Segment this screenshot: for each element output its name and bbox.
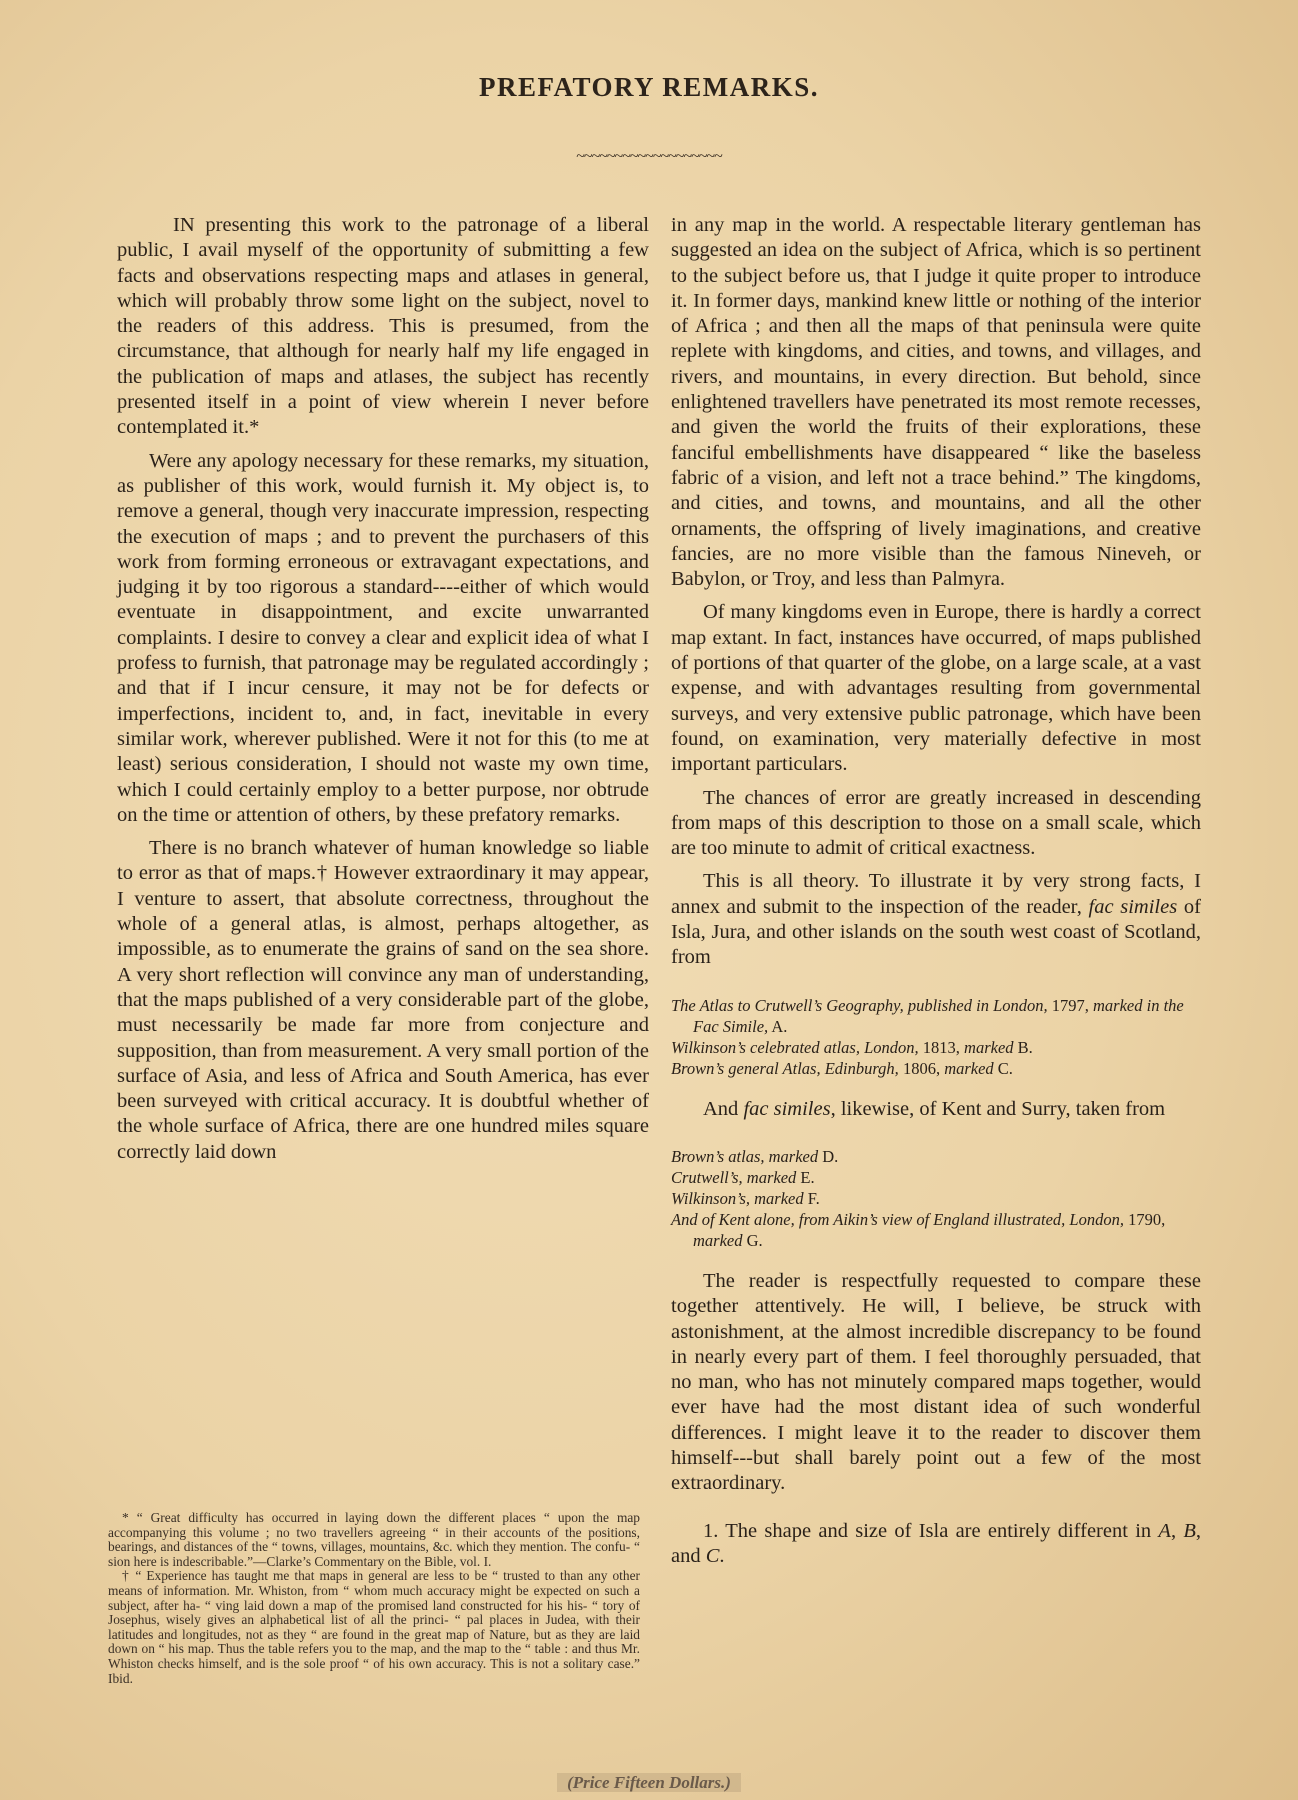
right-column [671,213,1201,1577]
list-item-title: Brown’s atlas, marked [671,1146,819,1166]
left-column [117,213,649,1173]
list-item-year: 1797, [1047,995,1093,1015]
price-text: (Price Fifteen Dollars.) [557,1773,741,1792]
isla-end: . [719,1544,725,1567]
list-item-note: marked [693,1230,743,1250]
paragraph-europe: Of many kingdoms even in Europe, there is hardly a correct map extant. In fact, instances have occurred, of maps published of portions of that quarter of the globe, on a large scale, at a vast expense, and with advantages resulting from governmental surveys, and very extensive public patronage, which have been found, on examination, very materially defective in most important particulars. [671,601,1201,776]
isla-mark-c: C [705,1544,720,1567]
isla-mark-b: B [1183,1519,1196,1542]
paragraph-compare: The reader is respectfully requested to compare these together attentively. He will, I believe, be struck with astonishment, at the almost incredible discrepancy to be found in nearly every part of them. I feel thoroughly persuaded, that no man, who has not minutely compared maps together, would ever have had the most distant idea of such wonderful differences. I might leave it to the reader to discover them himself---but shall barely point out a few of the most extraordinary. [671,1269,1201,1495]
list-item [671,1146,1201,1167]
paragraph-error: There is no branch whatever of human knowledge so liable to error as that of maps.† However extraordinary it may appear, I venture to assert, that absolute correctness, throughout the whole of a general atlas, is almost, perhaps altogether, as impossible, as to enumerate the grains of sand on the sea shore. A very short reflection will convince any man of understanding, that the maps published of a very considerable part of the globe, must necessarily be made far more from conjecture and supposition, than from measurement. A very small portion of the surface of Asia, and less of Africa and South America, has ever been surveyed with critical accuracy. It is doubtful whether of the whole surface of Africa, there are one hundred miles square correctly laid down [117,837,649,1163]
list-item-mark: C. [993,1058,1013,1078]
isla-text: 1. The shape and size of Isla are entirely different in [703,1519,1159,1542]
kent-text-before: And [703,1097,744,1120]
footnote-whiston: † “ Experience has taught me that maps in general are less to be “ trusted to than any other means of information. Mr. Whiston, from “ whom much accuracy might be expected on such a subject, after ha- “ ving laid down a map of the promised land constructed for his his- “ tory of Josephus, wisely gives an alphabetical list of all the princi- “ pal places in Judea, with their latitudes and longitudes, not as they “ are found in the great map of Nature, but as they are laid down on “ his map. Thus the table refers you to the map, and the map to the “ table : and thus Mr. Whiston checks himself, and is the sole proof “ of his own accuracy. This is not a solitary case.” Ibid. [108,1568,640,1686]
list-item-mark: B. [1013,1037,1033,1057]
list-item [671,1058,1201,1079]
list-item [671,1167,1201,1188]
isla-sep: , and [671,1519,1202,1567]
list-item-year: 1813, [918,1037,965,1057]
paragraph-africa: in any map in the world. A respectable literary gentleman has suggested an idea on the subject of Africa, which is so pertinent to the subject before us, that I judge it quite proper to introduce it. In former days, mankind knew little or nothing of the interior of Africa ; and then all the maps of that peninsula were quite replete with kingdoms, and cities, and towns, and villages, and rivers, and mountains, in every direction. But behold, since enlightened travellers have penetrated its most remote recesses, and given the world the fruits of their explorations, these fanciful embellishments have disappeared “ like the baseless fabric of a vision, and left not a trace behind.” The kingdoms, and cities, and towns, and mountains, and all the other ornaments, the offspring of lively imaginations, and creative fancies, are no more visible than the famous Nineveh, or Babylon, or Troy, and less than Palmyra. [671,214,1201,591]
list-item-title: The Atlas to Crutwell’s Geography, published in London, [671,995,1048,1015]
list-item-title: Brown’s general Atlas, Edinburgh, [671,1058,899,1078]
isla-sep: , [1170,1519,1184,1542]
paragraph-apology: Were any apology necessary for these remarks, my situation, as publisher of this work, would furnish it. My object is, to remove a general, though very inaccurate impression, respecting the execution of maps ; and to prevent the purchasers of this work from forming erroneous or extravagant expectations, and judging it by too rigorous a standard----either of which would eventuate in disappointment, and excite unwarranted complaints. I desire to convey a clear and explicit idea of what I profess to furnish, that patronage may be regulated accordingly ; and that if I incur censure, it may not be for defects or imperfections, incident to, and, in fact, inevitable in every similar work, wherever published. Were it not for this (to me at least) serious consideration, I should not waste my own time, which I could certainly employ to a better purpose, nor obtrude on the time or attention of others, by these prefatory remarks. [117,449,649,826]
footnotes [108,1511,640,1686]
isla-mark-a: A [1158,1519,1171,1542]
list-item [671,1209,1201,1251]
atlas-list-kent [671,1146,1201,1251]
theory-text-after: of Isla, Jura, and other islands on the south west coast of Scotland, from [671,895,1201,969]
list-item-title: Wilkinson’s, marked [671,1188,804,1208]
paragraph-kent [671,1097,1201,1122]
paragraph-chances: The chances of error are greatly increased in descending from maps of this description to those on a small scale, which are too minute to admit of critical exactness. [671,786,1201,860]
kent-text-em: fac similes [743,1097,831,1120]
list-item-title: And of Kent alone, from Aikin’s view of England illustrated, London, [671,1209,1124,1229]
list-item-title: Wilkinson’s celebrated atlas, London, [671,1037,919,1057]
list-item-title: Crutwell’s, marked [671,1167,797,1187]
list-item-note: marked [964,1037,1014,1057]
list-item [671,1037,1201,1058]
atlas-list-scotland [671,995,1201,1079]
list-item-note: marked [944,1058,994,1078]
list-item-year: 1806, [898,1058,945,1078]
page-title: PREFATORY REMARKS. [478,72,820,102]
list-item-note: marked in the Fac Simile, [693,995,1184,1036]
list-item [671,995,1201,1037]
paragraph-isla [671,1519,1201,1570]
paragraph-theory [671,869,1201,970]
list-item-mark: F. [803,1188,820,1208]
kent-text-after: , likewise, of Kent and Surry, taken from [830,1097,1166,1120]
theory-text-em: fac similes [1088,895,1178,918]
title-ornament: ~~~~~~~~~~~~~~~~~~~ [576,148,722,165]
list-item-year: 1790, [1123,1209,1166,1229]
list-item-mark: G. [742,1230,763,1250]
theory-text-before: This is all theory. To illustrate it by very strong facts, I annex and submit to the inspection of the reader, [671,870,1201,918]
price-line [0,1773,1298,1793]
paragraph-intro: IN presenting this work to the patronage of a liberal public, I avail myself of the opportunity of submitting a few facts and observations respecting maps and atlases in general, which will probably throw some light on the subject, novel to the readers of this address. This is presumed, from the circumstance, that although for nearly half my life engaged in the publication of maps and atlases, the subject has recently presented itself in a point of view wherein I never before contemplated it.* [117,214,649,439]
list-item-mark: A. [768,1016,788,1036]
list-item-mark: E. [796,1167,815,1187]
list-item [671,1188,1201,1209]
list-item-mark: D. [818,1146,839,1166]
footnote-clarke: * “ Great difficulty has occurred in laying down the different places “ upon the map accompanying this volume ; no two travellers agreeing “ in their accounts of the positions, bearings, and distances of the “ towns, villages, mountains, &c. which they mention. The confu- “ sion here is indescribable.”—Clarke’s Commentary on the Bible, vol. I. [108,1510,640,1569]
